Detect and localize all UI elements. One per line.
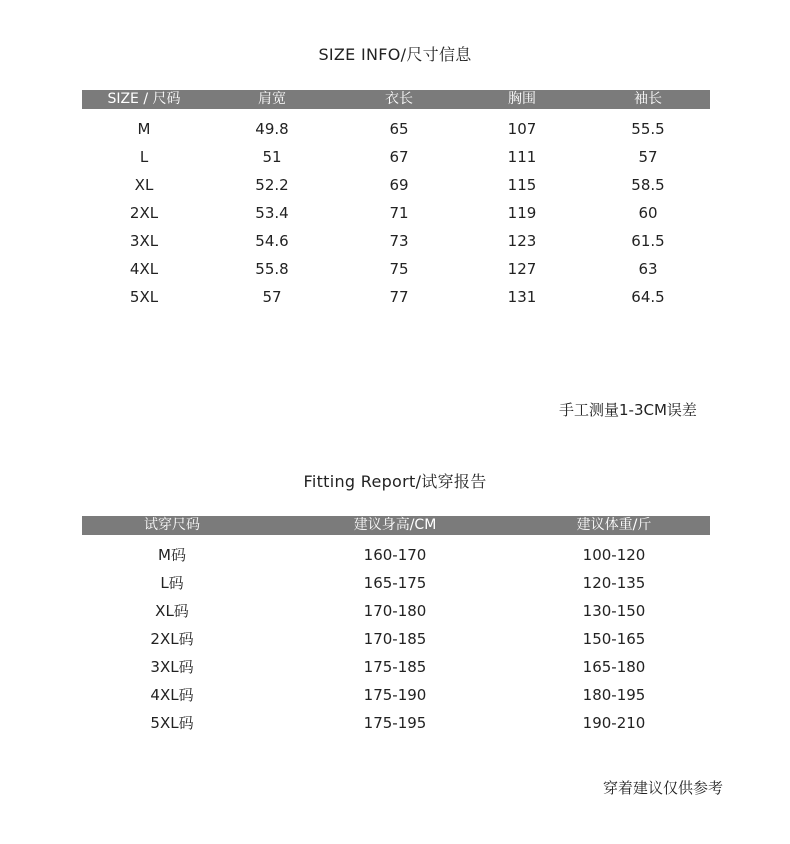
cell-weight: 180-195 <box>582 686 646 704</box>
table-row <box>82 597 710 625</box>
cell-height: 175-195 <box>363 714 427 732</box>
cell-shoulder: 57 <box>262 288 282 306</box>
cell-chest: 123 <box>507 232 537 250</box>
cell-chest: 127 <box>507 260 537 278</box>
cell-sleeve: 61.5 <box>631 232 665 250</box>
fitting-report-header-row <box>82 516 710 535</box>
cell-fit-size: M码 <box>158 546 186 564</box>
cell-length: 67 <box>389 148 409 166</box>
cell-size: 2XL <box>129 204 159 222</box>
cell-sleeve: 63 <box>638 260 658 278</box>
cell-weight: 130-150 <box>582 602 646 620</box>
cell-weight: 100-120 <box>582 546 646 564</box>
header-fit-size: 试穿尺码 <box>144 517 200 533</box>
header-height: 建议身高/CM <box>353 517 437 533</box>
cell-chest: 107 <box>507 120 537 138</box>
cell-shoulder: 54.6 <box>255 232 289 250</box>
cell-fit-size: L码 <box>160 574 184 592</box>
cell-height: 170-180 <box>363 602 427 620</box>
table-row <box>82 709 710 737</box>
cell-chest: 111 <box>507 148 537 166</box>
cell-shoulder: 49.8 <box>255 120 289 138</box>
table-row <box>82 171 710 199</box>
fitting-note: 穿着建议仅供参考 <box>603 779 724 797</box>
cell-length: 65 <box>389 120 409 138</box>
cell-fit-size: 2XL码 <box>150 630 194 648</box>
cell-height: 160-170 <box>363 546 427 564</box>
cell-fit-size: 4XL码 <box>150 686 194 704</box>
cell-weight: 120-135 <box>582 574 646 592</box>
cell-sleeve: 55.5 <box>631 120 665 138</box>
header-shoulder: 肩宽 <box>258 91 286 107</box>
cell-height: 175-190 <box>363 686 427 704</box>
cell-length: 73 <box>389 232 409 250</box>
table-row <box>82 569 710 597</box>
header-size: SIZE / 尺码 <box>107 91 181 107</box>
cell-length: 77 <box>389 288 409 306</box>
size-info-title: SIZE INFO/尺寸信息 <box>318 45 472 64</box>
header-sleeve: 袖长 <box>634 91 662 107</box>
fitting-report-table <box>82 516 710 738</box>
size-info-table <box>82 90 710 310</box>
cell-sleeve: 60 <box>638 204 658 222</box>
cell-sleeve: 58.5 <box>631 176 665 194</box>
header-chest: 胸围 <box>508 91 536 107</box>
cell-size: 3XL <box>129 232 159 250</box>
cell-fit-size: 5XL码 <box>150 714 194 732</box>
cell-height: 165-175 <box>363 574 427 592</box>
header-length: 衣长 <box>385 91 413 107</box>
cell-shoulder: 53.4 <box>255 204 289 222</box>
cell-length: 69 <box>389 176 409 194</box>
cell-size: L <box>139 148 149 166</box>
cell-length: 75 <box>389 260 409 278</box>
cell-size: 5XL <box>129 288 159 306</box>
cell-sleeve: 57 <box>638 148 658 166</box>
cell-size: M <box>137 120 151 138</box>
table-row <box>82 541 710 569</box>
cell-chest: 115 <box>507 176 537 194</box>
cell-length: 71 <box>389 204 409 222</box>
cell-weight: 165-180 <box>582 658 646 676</box>
cell-shoulder: 51 <box>262 148 282 166</box>
table-row <box>82 199 710 227</box>
cell-weight: 150-165 <box>582 630 646 648</box>
table-row <box>82 143 710 171</box>
cell-sleeve: 64.5 <box>631 288 665 306</box>
cell-weight: 190-210 <box>582 714 646 732</box>
table-row <box>82 255 710 283</box>
cell-size: 4XL <box>129 260 159 278</box>
cell-chest: 131 <box>507 288 537 306</box>
table-row <box>82 227 710 255</box>
cell-chest: 119 <box>507 204 537 222</box>
table-row <box>82 115 710 143</box>
cell-height: 175-185 <box>363 658 427 676</box>
cell-shoulder: 52.2 <box>255 176 289 194</box>
table-row <box>82 625 710 653</box>
table-row <box>82 653 710 681</box>
cell-height: 170-185 <box>363 630 427 648</box>
measurement-note: 手工测量1-3CM误差 <box>559 401 697 419</box>
header-weight: 建议体重/斤 <box>576 517 652 533</box>
table-row <box>82 681 710 709</box>
cell-fit-size: XL码 <box>155 602 189 620</box>
table-row <box>82 283 710 311</box>
cell-shoulder: 55.8 <box>255 260 289 278</box>
fitting-report-title: Fitting Report/试穿报告 <box>303 472 487 491</box>
cell-size: XL <box>134 176 154 194</box>
size-info-header-row <box>82 90 710 109</box>
cell-fit-size: 3XL码 <box>150 658 194 676</box>
